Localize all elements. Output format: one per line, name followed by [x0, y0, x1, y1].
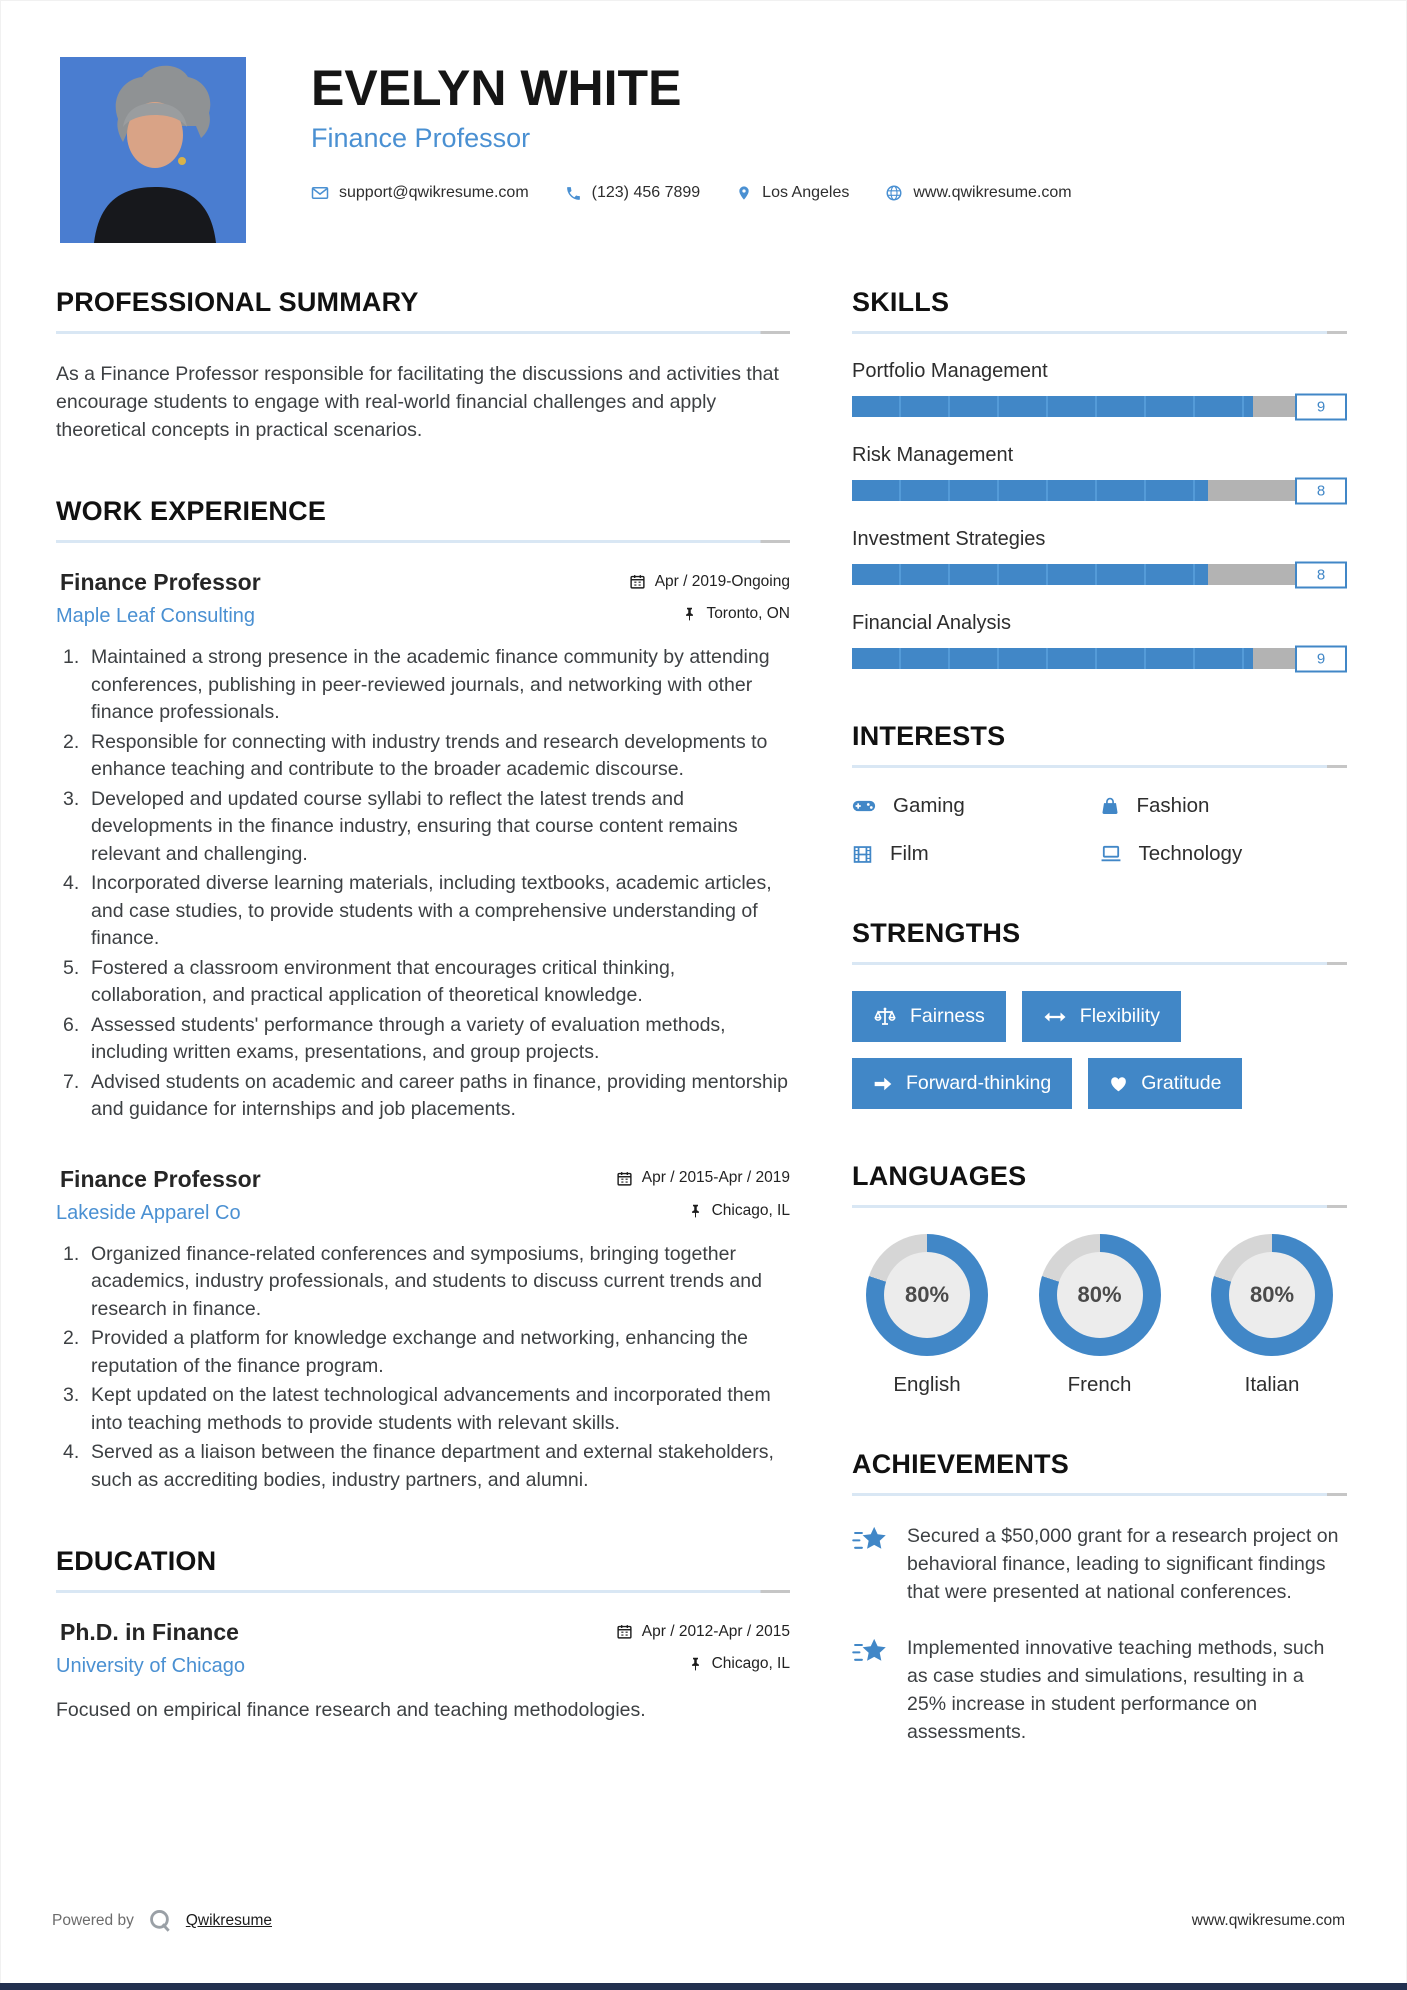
- page-footer: [52, 1908, 1345, 1934]
- job-bullet: Provided a platform for knowledge exchange and networking, enhancing the reputation of the finance program.: [91, 1327, 748, 1377]
- resume-header: [0, 0, 1407, 243]
- skill-bar: [852, 396, 1347, 417]
- interest-item: [1100, 842, 1348, 866]
- interest-item: [852, 794, 1100, 818]
- section-divider: [56, 1590, 790, 1593]
- skill-item: [852, 444, 1347, 501]
- powered-by-text: Powered by: [52, 1912, 134, 1929]
- language-donut-chart: [866, 1234, 988, 1356]
- company-name: Lakeside Apparel Co: [56, 1201, 241, 1224]
- language-item: [1211, 1234, 1333, 1397]
- contact-item: [736, 184, 849, 202]
- interest-label: Gaming: [893, 794, 965, 817]
- section-skills: [852, 287, 1347, 669]
- contact-text[interactable]: www.qwikresume.com: [913, 184, 1072, 201]
- job-bullet: Advised students on academic and career paths in finance, providing mentorship and guidance for internships and job placements.: [91, 1070, 788, 1120]
- job-bullet: Kept updated on the latest technological advancements and incorporated them into teaching methods to provide students with relevant skills.: [91, 1384, 771, 1434]
- languages-list: [852, 1234, 1347, 1397]
- school-name: University of Chicago: [56, 1655, 245, 1677]
- footer-website-text: www.qwikresume.com: [1191, 1912, 1345, 1929]
- education-description: Focused on empirical finance research and teaching methodologies.: [56, 1699, 646, 1721]
- job-bullet: Fostered a classroom environment that encourages critical thinking, collaboration, and practical application of theoretical knowledge.: [91, 956, 676, 1006]
- handbag-icon: [1100, 796, 1120, 816]
- job-date-text: Apr / 2019-Ongoing: [654, 572, 790, 590]
- section-heading: INTERESTS: [852, 721, 1006, 751]
- contact-text: Los Angeles: [762, 184, 850, 201]
- section-divider: [852, 1493, 1347, 1496]
- language-percent: 80%: [1057, 1252, 1143, 1338]
- job-bullet: Organized finance-related conferences and symposiums, bringing together academics, industry professionals, and students to discuss current trends and research in finance.: [91, 1242, 762, 1320]
- section-professional-summary: [56, 287, 790, 444]
- language-percent: 80%: [884, 1252, 970, 1338]
- summary-text: As a Finance Professor responsible for facilitating the discussions and activities that encourage students to engage with real-world financial challenges and apply theoretical concepts in practical scenarios.: [56, 363, 779, 441]
- job-location-text: Chicago, IL: [711, 1201, 790, 1219]
- heart-icon: [1109, 1075, 1128, 1092]
- job-location: [688, 1202, 790, 1220]
- contact-text: (123) 456 7899: [591, 184, 701, 201]
- strength-label: Fairness: [910, 1005, 985, 1027]
- job-date-text: Apr / 2015-Apr / 2019: [641, 1169, 790, 1186]
- skill-bar-fill: [852, 396, 1253, 417]
- skill-item: [852, 612, 1347, 669]
- education-location: [688, 1655, 790, 1673]
- section-divider: [852, 1205, 1347, 1208]
- job-bullet: Responsible for connecting with industry trends and research developments to enhance teaching and contribute to the broader academic discourse.: [91, 730, 768, 780]
- section-divider: [852, 765, 1347, 768]
- skill-name: Financial Analysis: [852, 612, 1011, 634]
- section-work-experience: [56, 496, 790, 1494]
- profile-photo-illustration: [60, 57, 246, 243]
- phone-icon: [565, 185, 582, 202]
- interest-label: Film: [890, 842, 929, 865]
- achievement-text: Implemented innovative teaching methods, such as case studies and simulations, resulting in a 25% increase in student performance on assessments.: [907, 1637, 1325, 1743]
- right-column: [852, 287, 1347, 1798]
- laptop-icon: [1100, 845, 1122, 863]
- contact-item: [311, 184, 529, 202]
- strength-badge: [852, 991, 1006, 1042]
- scale-icon: [873, 1006, 897, 1028]
- job-bullets: [56, 1241, 790, 1495]
- profile-photo: [60, 57, 246, 243]
- job-entry: [56, 569, 790, 1124]
- interests-list: [852, 794, 1347, 866]
- section-heading: STRENGTHS: [852, 918, 1021, 948]
- skill-bar-fill: [852, 480, 1208, 501]
- section-divider: [56, 540, 790, 543]
- envelope-icon: [311, 184, 329, 202]
- job-location-text: Toronto, ON: [706, 605, 790, 622]
- pushpin-icon: [688, 1203, 703, 1219]
- job-bullet: Served as a liaison between the finance department and external stakeholders, such as accrediting bodies, industry partners, and alumni.: [91, 1441, 774, 1491]
- interest-label: Fashion: [1136, 794, 1210, 817]
- location-pin-icon: [736, 184, 752, 202]
- contact-row: [311, 184, 1072, 202]
- star-icon: [852, 1525, 889, 1606]
- left-column: [56, 287, 790, 1798]
- star-icon: [852, 1637, 889, 1746]
- section-divider: [852, 331, 1347, 334]
- calendar-icon: [616, 1623, 633, 1640]
- section-heading: PROFESSIONAL SUMMARY: [56, 287, 419, 317]
- language-label: Italian: [1244, 1373, 1300, 1396]
- language-label: French: [1067, 1373, 1132, 1396]
- job-bullet: Incorporated diverse learning materials, including textbooks, academic articles, and case studies, to provide students with a comprehensive understanding of finance.: [91, 872, 772, 949]
- language-donut-chart: [1039, 1234, 1161, 1356]
- header-text-block: [311, 57, 1072, 243]
- qwikresume-brand-link[interactable]: Qwikresume: [185, 1912, 272, 1929]
- achievements-list: [852, 1522, 1347, 1746]
- skill-item: [852, 360, 1347, 417]
- skill-rating-badge: 9: [1295, 393, 1347, 420]
- skill-bar: [852, 648, 1347, 669]
- language-item: [1039, 1234, 1161, 1397]
- strength-badge: [1022, 991, 1181, 1042]
- language-item: [866, 1234, 988, 1397]
- section-interests: [852, 721, 1347, 866]
- person-title: Finance Professor: [311, 123, 531, 153]
- job-bullet: Developed and updated course syllabi to reflect the latest trends and developments in the finance industry, ensuring that course content remains relevant and challenging.: [91, 787, 738, 865]
- section-divider: [852, 962, 1347, 965]
- powered-by-block: [52, 1908, 272, 1934]
- skill-rating-badge: 8: [1295, 477, 1347, 504]
- section-divider: [56, 331, 790, 334]
- skill-bar: [852, 564, 1347, 585]
- interest-item: [852, 842, 1100, 866]
- achievement-item: [852, 1634, 1347, 1746]
- section-heading: LANGUAGES: [852, 1161, 1027, 1191]
- section-heading: ACHIEVEMENTS: [852, 1449, 1069, 1479]
- globe-icon: [885, 184, 903, 202]
- achievement-item: [852, 1522, 1347, 1606]
- film-icon: [852, 844, 873, 865]
- job-entry: [56, 1166, 790, 1495]
- section-heading: WORK EXPERIENCE: [56, 496, 327, 526]
- section-heading: SKILLS: [852, 287, 950, 317]
- strength-label: Gratitude: [1141, 1072, 1222, 1094]
- strength-label: Flexibility: [1079, 1005, 1160, 1027]
- skill-name: Portfolio Management: [852, 360, 1048, 382]
- section-languages: [852, 1161, 1347, 1397]
- interest-item: [1100, 794, 1348, 818]
- job-title: Finance Professor: [60, 1165, 261, 1192]
- person-name: EVELYN WHITE: [311, 60, 682, 116]
- skill-item: [852, 528, 1347, 585]
- contact-item: [885, 184, 1071, 202]
- contact-text[interactable]: support@qwikresume.com: [339, 184, 529, 201]
- job-location: [682, 605, 790, 623]
- pushpin-icon: [682, 606, 697, 622]
- education-date-text: Apr / 2012-Apr / 2015: [641, 1622, 790, 1640]
- interest-label: Technology: [1138, 842, 1243, 865]
- language-donut-chart: [1211, 1234, 1333, 1356]
- gamepad-icon: [852, 797, 876, 815]
- job-date: [629, 573, 790, 591]
- section-achievements: [852, 1449, 1347, 1746]
- skill-rating-badge: 8: [1295, 561, 1347, 588]
- skill-name: Investment Strategies: [852, 528, 1046, 550]
- skill-rating-badge: 9: [1295, 645, 1347, 672]
- contact-item: [565, 184, 701, 202]
- job-bullet: Assessed students' performance through a variety of evaluation methods, including written exams, presentations, and group projects.: [91, 1013, 726, 1063]
- arrow-right-icon: [873, 1076, 893, 1092]
- language-label: English: [893, 1373, 961, 1396]
- section-heading: EDUCATION: [56, 1546, 217, 1576]
- content-columns: [56, 287, 1407, 1798]
- jobs-list: [56, 569, 790, 1494]
- strengths-list: [852, 991, 1347, 1109]
- strength-badge: [1088, 1058, 1242, 1109]
- education-location-text: Chicago, IL: [711, 1655, 790, 1672]
- section-strengths: [852, 918, 1347, 1109]
- skill-name: Risk Management: [852, 444, 1014, 466]
- skill-bar-fill: [852, 564, 1208, 585]
- qwikresume-logo-icon: [147, 1908, 173, 1934]
- education-date: [616, 1623, 790, 1641]
- degree-title: Ph.D. in Finance: [60, 1619, 239, 1645]
- bottom-accent-bar: [0, 1983, 1407, 1990]
- education-entry: [56, 1619, 790, 1724]
- job-title: Finance Professor: [60, 569, 261, 595]
- skill-bar: [852, 480, 1347, 501]
- company-name: Maple Leaf Consulting: [56, 605, 256, 627]
- pushpin-icon: [688, 1656, 703, 1672]
- strength-label: Forward-thinking: [906, 1072, 1052, 1094]
- double-arrow-icon: [1043, 1009, 1067, 1025]
- skills-list: [852, 360, 1347, 669]
- job-date: [616, 1169, 790, 1187]
- section-education: [56, 1546, 790, 1724]
- language-percent: 80%: [1229, 1252, 1315, 1338]
- achievement-text: Secured a $50,000 grant for a research project on behavioral finance, leading to significant findings that were presented at national conferences.: [907, 1525, 1339, 1603]
- strength-badge: [852, 1058, 1072, 1109]
- calendar-icon: [629, 573, 646, 590]
- calendar-icon: [616, 1170, 633, 1187]
- job-bullets: [56, 644, 790, 1124]
- skill-bar-fill: [852, 648, 1253, 669]
- job-bullet: Maintained a strong presence in the academic finance community by attending conferences, publishing in peer-reviewed journals, and networking with other finance professionals.: [91, 646, 770, 723]
